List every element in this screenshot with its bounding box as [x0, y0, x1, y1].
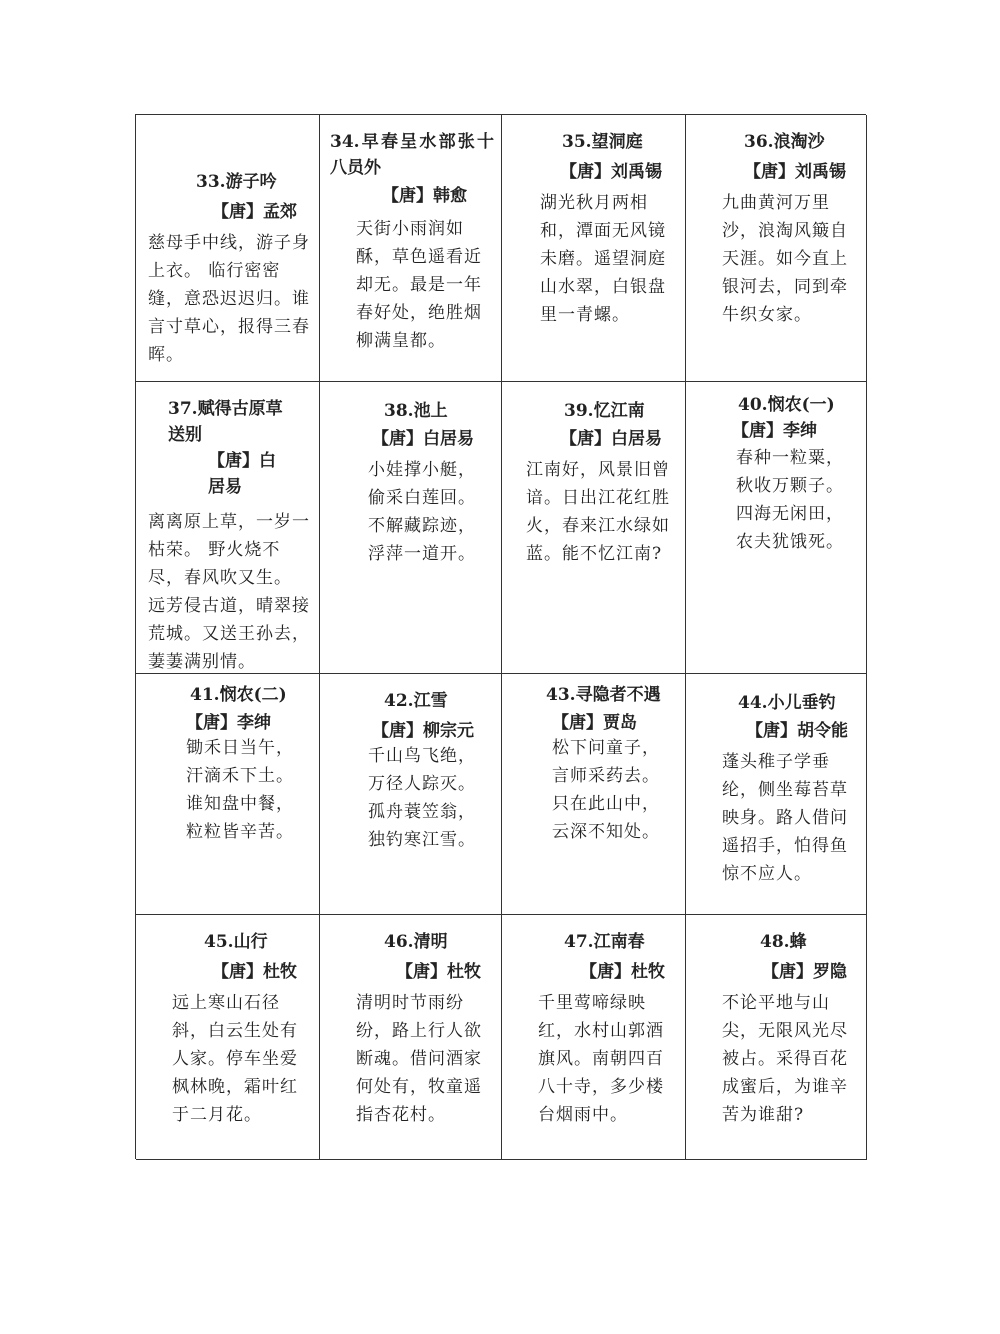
poem-author: 【唐】刘禹锡 — [744, 162, 846, 182]
poem-title: 45.山行 — [204, 932, 268, 952]
poem-body: 春种一粒粟，秋收万颗子。四海无闲田，农夫犹饿死。 — [736, 448, 844, 552]
poem-author: 【唐】罗隐 — [762, 962, 847, 982]
poem-author: 【唐】刘禹锡 — [560, 162, 662, 182]
poem-body: 远上寒山石径斜，白云生处有人家。停车坐爱枫林晚，霜叶红于二月花。 — [172, 993, 298, 1125]
poem-author: 【唐】白居易 — [560, 429, 662, 449]
poem-body: 锄禾日当午，汗滴禾下土。谁知盘中餐，粒粒皆辛苦。 — [186, 738, 294, 842]
poem-body: 千山鸟飞绝，万径人踪灭。孤舟蓑笠翁，独钓寒江雪。 — [368, 746, 476, 850]
poem-body: 清明时节雨纷纷，路上行人欲断魂。借问酒家何处有，牧童遥指杏花村。 — [356, 993, 482, 1125]
poem-cell-43 — [502, 674, 686, 915]
poem-title: 40.悯农(一) — [738, 395, 835, 415]
poem-cell-46 — [320, 915, 502, 1160]
poem-body: 江南好，风景旧曾谙。日出江花红胜火，春来江水绿如蓝。能不忆江南? — [526, 460, 670, 564]
poem-title: 34.早春呈水部张十八员外 — [330, 132, 494, 178]
poem-cell-33 — [136, 115, 320, 382]
poem-title: 37.赋得古原草送别 — [168, 399, 283, 445]
poem-author: 【唐】李绅 — [186, 713, 271, 733]
poem-author: 【唐】柳宗元 — [372, 721, 474, 741]
poem-title: 48.蜂 — [760, 932, 807, 952]
poem-body: 慈母手中线，游子身上衣。 临行密密缝，意恐迟迟归。谁言寸草心，报得三春晖。 — [148, 233, 310, 365]
poem-title: 42.江雪 — [384, 691, 448, 711]
poem-cell-38 — [320, 382, 502, 674]
poem-title: 36.浪淘沙 — [744, 132, 825, 152]
poem-body: 天街小雨润如酥，草色遥看近却无。最是一年春好处，绝胜烟柳满皇都。 — [356, 219, 482, 351]
poem-body: 离离原上草，一岁一枯荣。 野火烧不尽，春风吹又生。 远芳侵古道，晴翠接荒城。又送王孙去，萋萋满别情。 — [148, 512, 310, 672]
poem-cell-37 — [136, 382, 320, 674]
poem-title: 44.小儿垂钓 — [738, 693, 836, 713]
poem-author: 【唐】贾岛 — [552, 713, 637, 733]
poem-title: 43.寻隐者不遇 — [546, 685, 661, 705]
poem-title: 35.望洞庭 — [562, 132, 643, 152]
poem-cell-36 — [686, 115, 867, 382]
poem-cell-48 — [686, 915, 867, 1160]
poem-cell-41 — [136, 674, 320, 915]
poem-author: 【唐】杜牧 — [212, 962, 297, 982]
poem-table — [135, 114, 866, 1159]
poem-cell-42 — [320, 674, 502, 915]
poem-cell-45 — [136, 915, 320, 1160]
poem-body: 不论平地与山尖，无限风光尽被占。采得百花成蜜后，为谁辛苦为谁甜? — [722, 993, 848, 1125]
poem-title: 41.悯农(二) — [190, 685, 287, 705]
poem-title: 33.游子吟 — [196, 172, 277, 192]
poem-cell-39 — [502, 382, 686, 674]
poem-cell-47 — [502, 915, 686, 1160]
poem-author: 【唐】韩愈 — [382, 186, 467, 206]
poem-cell-40 — [686, 382, 867, 674]
poem-author: 【唐】胡令能 — [746, 721, 848, 741]
poem-author: 【唐】杜牧 — [396, 962, 481, 982]
poem-author: 【唐】杜牧 — [580, 962, 665, 982]
poem-cell-44 — [686, 674, 867, 915]
poem-title: 47.江南春 — [564, 932, 645, 952]
poem-title: 46.清明 — [384, 932, 448, 952]
poem-author: 【唐】孟郊 — [212, 202, 297, 222]
poem-title: 38.池上 — [384, 401, 448, 421]
poem-cell-34 — [320, 115, 502, 382]
poem-author: 【唐】李绅 — [732, 421, 817, 441]
poem-title: 39.忆江南 — [564, 401, 645, 421]
poem-body: 湖光秋月两相和，潭面无风镜未磨。遥望洞庭山水翠，白银盘里一青螺。 — [540, 193, 666, 325]
poem-body: 千里莺啼绿映红，水村山郭酒旗风。南朝四百八十寺，多少楼台烟雨中。 — [538, 993, 664, 1125]
poem-author: 【唐】白居易 — [372, 429, 474, 449]
poem-body: 蓬头稚子学垂纶，侧坐莓苔草映身。路人借问遥招手，怕得鱼惊不应人。 — [722, 752, 848, 884]
poem-cell-35 — [502, 115, 686, 382]
poem-body: 小娃撑小艇，偷采白莲回。不解藏踪迹，浮萍一道开。 — [368, 460, 476, 564]
poem-author: 【唐】白居易 — [208, 451, 276, 497]
poem-body: 九曲黄河万里沙，浪淘风簸自天涯。如今直上银河去，同到牵牛织女家。 — [722, 193, 848, 325]
poem-body: 松下问童子，言师采药去。只在此山中，云深不知处。 — [552, 738, 660, 842]
